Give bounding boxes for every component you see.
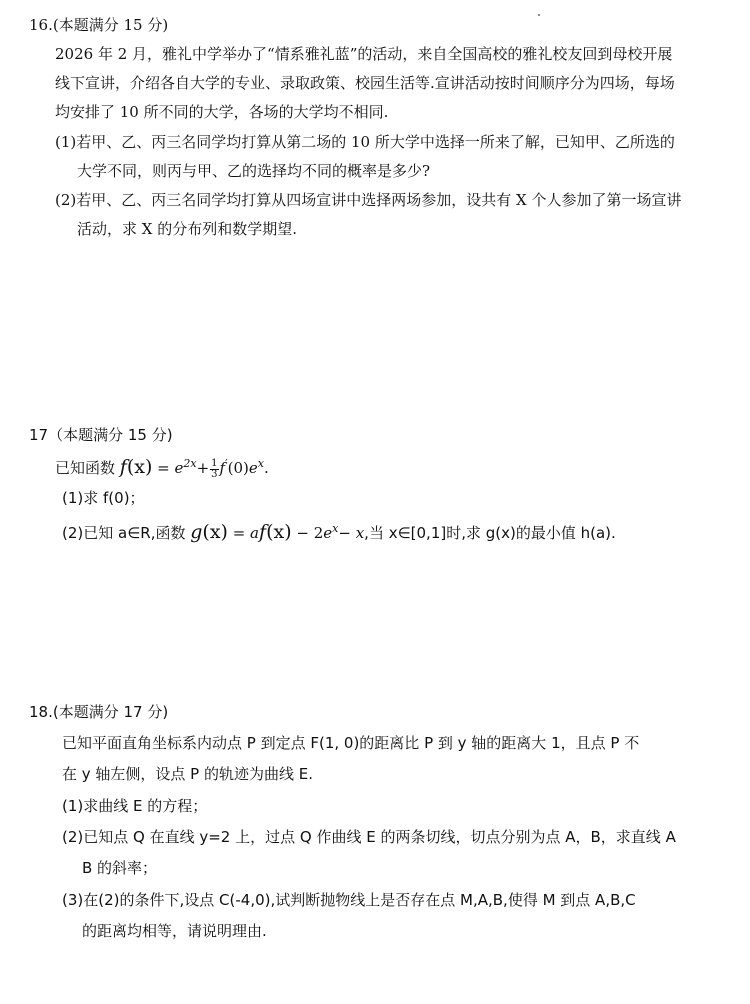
q18-part1: (1)求曲线 E 的方程； xyxy=(62,797,208,815)
q17-g-rhs-a: = a xyxy=(227,524,260,542)
q17-zero-arg: (0) xyxy=(227,459,249,477)
q17-g-rhs-tail: − x xyxy=(338,524,365,542)
q17-f-name: f xyxy=(119,456,127,478)
q17-period: . xyxy=(263,459,269,477)
q17-e2-exp: x xyxy=(257,457,264,470)
q17-frac-den: 3 xyxy=(211,468,218,480)
q17-part2-prefix: (2)已知 a∈R,函数 xyxy=(62,524,191,542)
q17-g-rhs-farg: (x) xyxy=(266,521,292,543)
q18-part3-line1: (3)在(2)的条件下,设点 C(-4,0),试判断抛物线上是否存在点 M,A,B,使得 M 到点 A,B,C xyxy=(62,891,636,909)
q17-part1: (1)求 f(0)； xyxy=(62,489,145,507)
q16-intro-line3: 均安排了 10 所不同的大学，各场的大学均不相同. xyxy=(55,103,389,121)
q17-g-arg: (x) xyxy=(202,521,228,543)
q17-frac-num: 1 xyxy=(211,457,218,469)
q17-given-prefix: 已知函数 xyxy=(55,459,120,477)
scan-dot xyxy=(538,14,540,16)
q17-e1-base: e xyxy=(174,459,184,477)
q17-g-rhs-e: e xyxy=(323,524,333,542)
q17-prime: ′ xyxy=(225,457,228,470)
q18-part2-line1: (2)已知点 Q 在直线 y=2 上，过点 Q 作曲线 E 的两条切线，切点分别为点 A，B，求直线 A xyxy=(62,828,676,846)
q17-fraction xyxy=(210,459,218,480)
q17-g-rhs-eexp: x xyxy=(332,522,339,535)
q17-fprime-name: f xyxy=(219,459,226,477)
q17-eq: = xyxy=(152,459,175,477)
q16-intro-line2: 线下宣讲，介绍各自大学的专业、录取政策、校园生活等.宣讲活动按时间顺序分为四场，每场 xyxy=(55,74,675,92)
q16-header: 16.(本题满分 15 分) xyxy=(29,16,169,34)
q17-g-definition xyxy=(190,521,365,543)
q17-e2-base: e xyxy=(248,459,258,477)
q18-part3-line2: 的距离均相等，请说明理由. xyxy=(82,922,267,940)
q17-e1-exp: 2x xyxy=(183,457,197,470)
q17-plus: + xyxy=(196,459,210,477)
q17-header: 17（本题满分 15 分) xyxy=(29,426,173,444)
q18-header: 18.(本题满分 17 分) xyxy=(29,703,169,721)
q17-part2-suffix: ,当 x∈[0,1]时,求 g(x)的最小值 h(a). xyxy=(364,524,616,542)
q17-f-arg: (x) xyxy=(126,456,153,478)
q17-g-rhs-f: f xyxy=(259,521,267,543)
q17-g-rhs-minus: − 2 xyxy=(291,524,324,542)
q16-part2-line2: 活动，求 X 的分布列和数学期望. xyxy=(77,220,297,238)
q17-g-name: g xyxy=(190,521,203,543)
q16-intro-line1: 2026 年 2 月，雅礼中学举办了“情系雅礼蓝”的活动，来自全国高校的雅礼校友回到母校开展 xyxy=(55,45,673,63)
q18-intro-line1: 已知平面直角坐标系内动点 P 到定点 F(1, 0)的距离比 P 到 y 轴的距离大 1，且点 P 不 xyxy=(62,734,640,752)
q18-intro-line2: 在 y 轴左侧，设点 P 的轨迹为曲线 E. xyxy=(62,765,314,783)
q17-f-definition xyxy=(119,456,269,480)
q16-part1-line2: 大学不同，则丙与甲、乙的选择均不同的概率是多少? xyxy=(77,162,431,180)
q16-part1-line1: (1)若甲、乙、丙三名同学均打算从第二场的 10 所大学中选择一所来了解，已知甲、乙所选的 xyxy=(55,133,675,151)
q18-part2-line2: B 的斜率； xyxy=(82,859,158,877)
q17-given-line xyxy=(55,451,269,481)
q16-part2-line1: (2)若甲、乙、丙三名同学均打算从四场宣讲中选择两场参加，设共有 X 个人参加了第一场宣讲 xyxy=(55,191,682,209)
q17-part2-line xyxy=(62,516,616,546)
